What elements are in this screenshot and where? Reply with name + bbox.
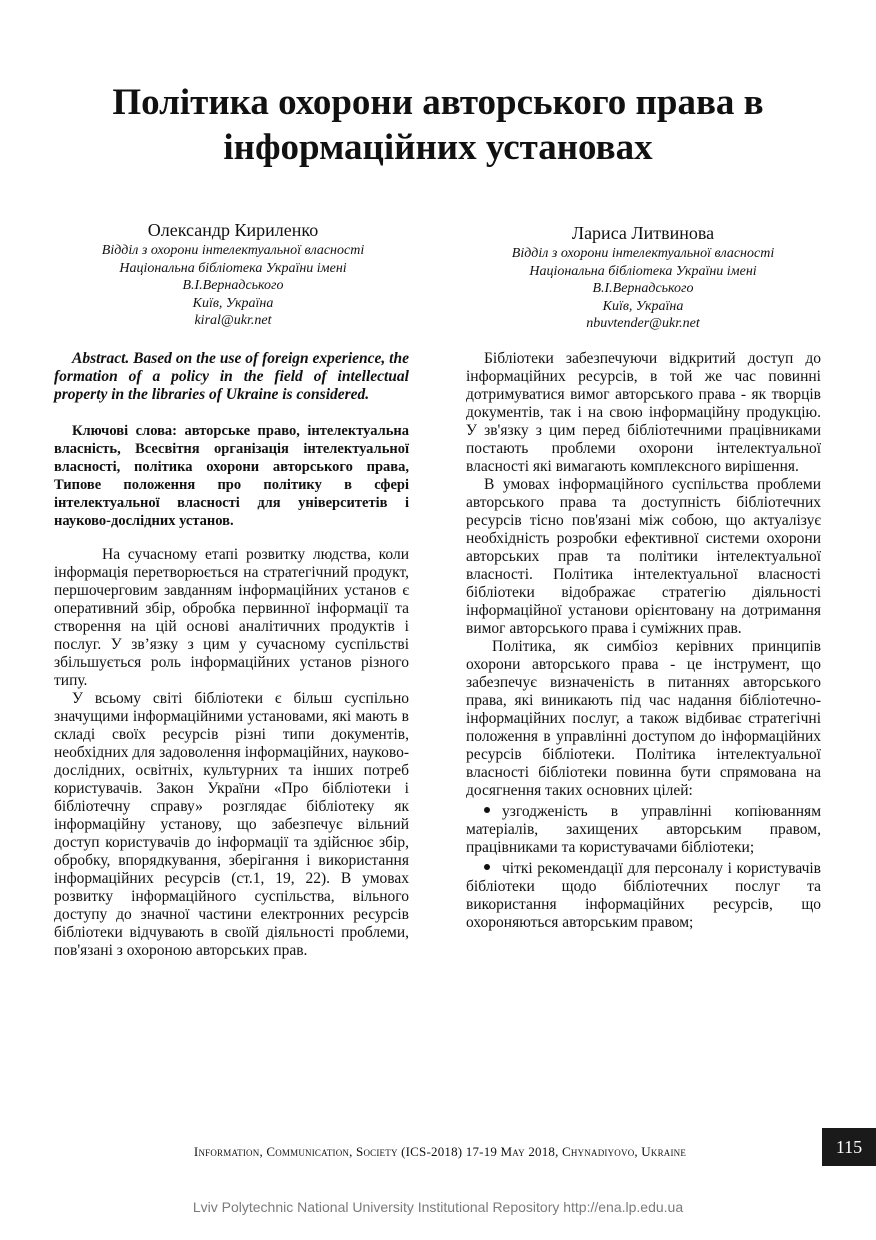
keywords: Ключові слова: авторське право, інтелектуальна власність, Всесвітня організація інтелектуальної власності, політика охорони авторського права, Типове положення про політику в сфері інтелектуальної власності для університетів і науково-дослідних установ. [54,423,409,529]
title-line-1: Політика охорони авторського права в [112,82,764,123]
list-item [466,803,821,857]
conference-footer: Information, Communication, Society (ICS-2018) 17-19 May 2018, Chynadiyovo, Ukraine [193,1144,687,1159]
body-paragraph: Бібліотеки забезпечуючи відкритий доступ до інформаційних ресурсів, в той же час повинні дотримуватися вимог авторського права - як творців документів, так і на свою інформаційну продукцію. У зв'язку з цим перед бібліотечними працівниками постають проблеми охорони інтелектуальної власності які вимагають комплексного вирішення. [466,350,821,475]
goals-list [466,803,821,932]
body-paragraph: У всьому світі бібліотеки є більш суспільно значущими інформаційними установами, які мають в складі своїх ресурсів різні типи документів, необхідних для задоволення інформаційних, науково-дослідних, освітніх, культурних та інших потреб користувачів. Закон України «Про бібліотеки і бібліотечну справу» розглядає бібліотеку як інформаційну установу, що забезпечує вільний доступ користувачів до інформації та здійснює збір, обробку, впорядкування, зберігання і використання інформаційних ресурсів (ст.1, 19, 22). В умовах розвитку інформаційного суспільства, вільного доступу до значної частини електронних ресурсів бібліотеки відчувають в своїй діяльності проблеми, пов'язані з охороною авторських прав. [54,690,409,959]
body-paragraph: Політика, як симбіоз керівних принципів охорони авторського права - це інструмент, що забезпечує визначеність в питаннях авторського права, які виникають під час надання бібліотечно-інформаційних послуг, а також відбиває стратегічні положення в управлінні доступом до інформаційних ресурсів бібліотеки. Політика інтелектуальної власності бібліотеки повинна бути спрямована на досягнення таких основних цілей: [466,638,821,799]
author-organization: Національна бібліотека України імені [119,260,347,276]
author-email: nbuvtender@ukr.net [586,316,700,331]
title-line-2: інформаційних установах [223,127,653,168]
body-paragraph: В умовах інформаційного суспільства проблеми авторського права та доступність бібліотечних ресурсів тісно пов'язані між собою, що актуалізує необхідність розробки ефективної системи охорони авторських прав та політики інтелектуальної власності. Політика інтелектуальної власності бібліотеки відображає стратегію діяльності інформаційної установи орієнтовану на дотримання вимог авторського права і суміжних прав. [466,476,821,637]
bullet-icon [484,864,490,870]
author-department: Відділ з охорони інтелектуальної власності [511,246,775,261]
author-organization: Національна бібліотека України імені [529,263,757,279]
repository-footer: Lviv Polytechnic National University Institutional Repository http://ena.lp.edu.ua [192,1199,684,1215]
list-item-text: чіткі рекомендації для персоналу і користувачів бібліотеки щодо бібліотечних послуг та використання інформаційних ресурсів, що охороняються авторським правом; [466,860,821,931]
list-item-text: узгодженість в управлінні копіюванням матеріалів, захищених авторським правом, працівниками та користувачами бібліотеки; [466,803,821,856]
paper-title [40,80,836,170]
author-block-1 [58,219,408,330]
author-block-2 [468,222,818,333]
author-organization-name: В.І.Вернадського [592,281,694,296]
abstract: Abstract. Based on the use of foreign experience, the formation of a policy in the field of intellectual property in the libraries of Ukraine is considered. [54,350,409,403]
author-email: kiral@ukr.net [194,313,272,328]
left-column [54,350,409,960]
body-paragraph: На сучасному етапі розвитку людства, коли інформація перетворюється на стратегічний продукт, першочерговим завданням інформаційних установ є оперативний збір, обробка первинної інформації та створення на цій основі аналітичних продуктів і послуг. У зв’язку з цим у сучасному суспільстві збільшується роль інформаційних установ різного типу. [54,546,409,689]
bullet-icon [484,807,490,813]
author-department: Відділ з охорони інтелектуальної власності [101,243,365,258]
author-city: Київ, Україна [602,298,684,314]
author-name: Олександр Кириленко [147,220,319,240]
author-city: Київ, Україна [192,295,274,311]
list-item [466,860,821,932]
page-number: 115 [822,1128,876,1166]
author-name: Лариса Литвинова [571,223,715,243]
author-organization-name: В.І.Вернадського [182,278,284,293]
right-column [466,350,821,935]
